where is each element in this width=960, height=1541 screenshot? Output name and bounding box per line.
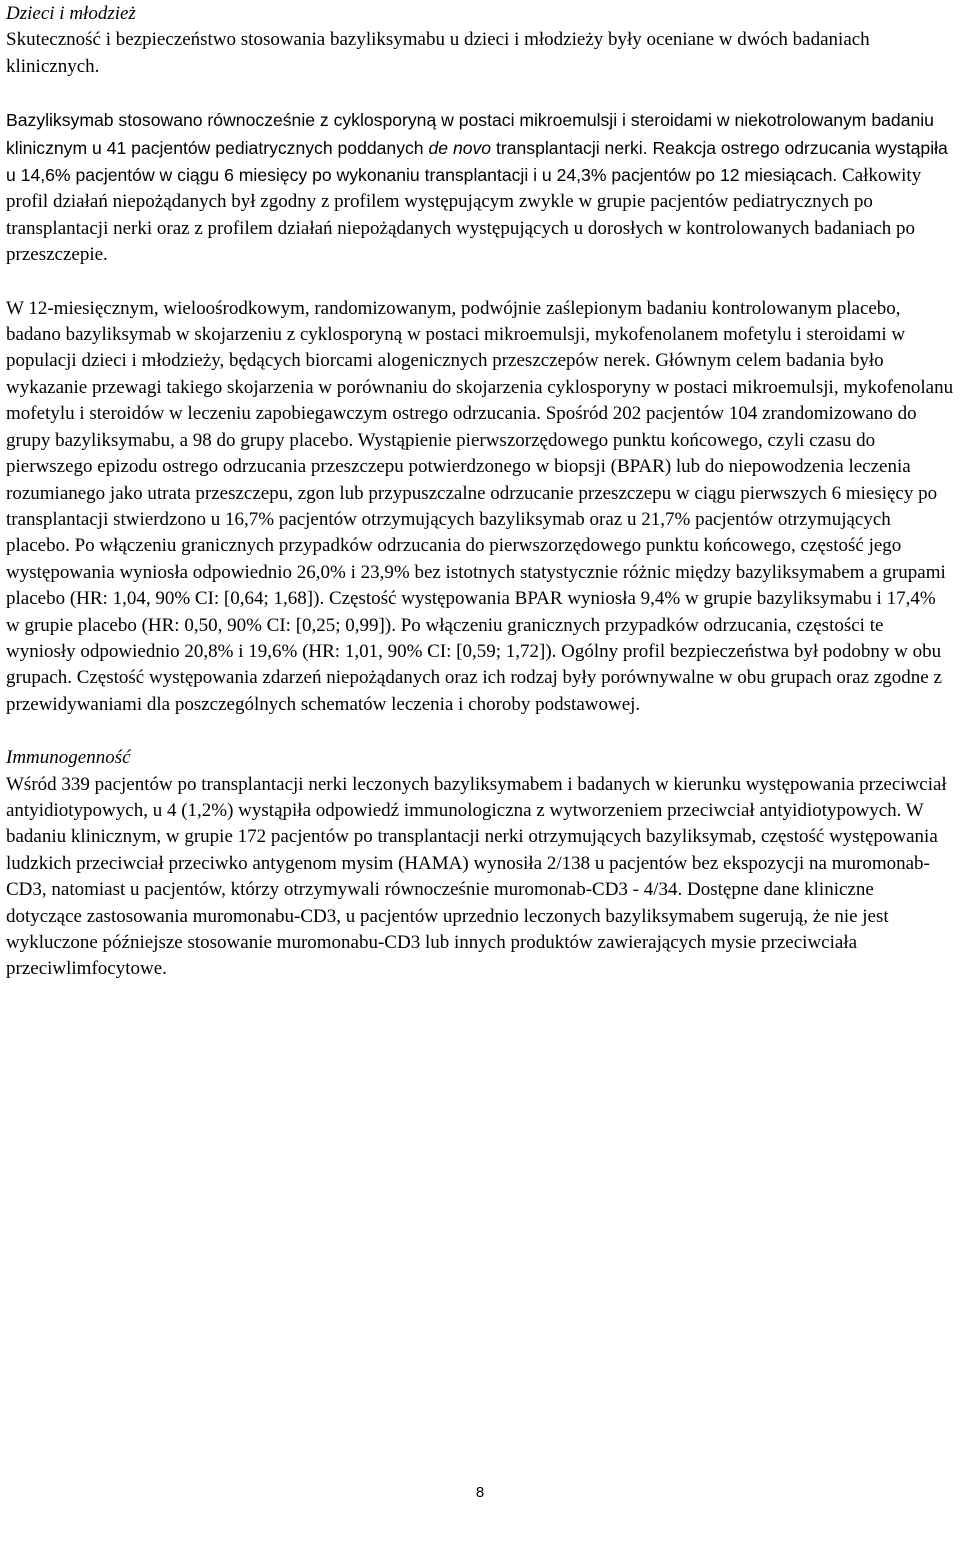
p1-text-c: Reakcja ostrego odrzucania wystąpiła u 14,6% pacjentów w ciągu 6 miesięcy po wykonaniu transplantacji i u 24,3% pacjentów po 12 miesiącach.	[6, 137, 948, 186]
section-heading-children: Dzieci i młodzież	[6, 3, 136, 24]
page-number: 8	[475, 1484, 485, 1501]
immunogenicity-paragraph: Wśród 339 pacjentów po transplantacji nerki leczonych bazyliksymabem i badanych w kierunku występowania przeciwciał antyidiotypowych, u 4 (1,2%) wystąpiła odpowiedź immunologiczna z wytworzeniem przeciwciał antyidiotypowych. W badaniu klinicznym, w grupie 172 pacjentów po transplantacji nerki otrzymujących bazyliksymab, częstość występowania ludzkich przeciwciał przeciwko antygenom mysim (HAMA) wynosiła 2/138 u pacjentów bez ekspozycji na muromonab-CD3, natomiast u pacjentów, którzy otrzymywali równocześnie muromonab-CD3 - 4/34. Dostępne dane kliniczne dotyczące zastosowania muromonabu-CD3, u pacjentów uprzednio leczonych bazyliksymabem sugerują, że nie jest wykluczone późniejsze stosowanie muromonabu-CD3 lub innych produktów zawierających mysie przeciwciała przeciwlimfocytowe.	[6, 773, 947, 980]
p1-text-b: transplantacji nerki.	[491, 137, 648, 158]
document-page	[6, 0, 954, 983]
children-uncontrolled-study-paragraph	[6, 107, 954, 268]
p1-de-novo: de novo	[428, 137, 492, 158]
p1-text-d: Całkowity profil działań niepożądanych był zgodny z profilem występującym zwykle w grupie pacjentów pediatrycznych po transplantacji nerki oraz z profilem działań niepożądanych występujących u dorosłych w kontrolowanych badaniach po przeszczepie.	[6, 165, 922, 266]
children-controlled-study-paragraph: W 12-miesięcznym, wieloośrodkowym, randomizowanym, podwójnie zaślepionym badaniu kontrolowanym placebo, badano bazyliksymab w skojarzeniu z cyklosporyną w postaci mikroemulsji, mykofenolanem mofetylu i steroidami w populacji dzieci i młodzieży, będących biorcami alogenicznych przeszczepów nerek. Głównym celem badania było wykazanie przewagi takiego skojarzenia w porównaniu do skojarzenia cyklosporyny w postaci mikroemulsji, mykofenolanu mofetylu i steroidów w leczeniu zapobiegawczym ostrego odrzucania. Spośród 202 pacjentów 104 zrandomizowano do grupy bazyliksymabu, a 98 do grupy placebo. Wystąpienie pierwszorzędowego punktu końcowego, czyli czasu do pierwszego epizodu ostrego odrzucania przeszczepu potwierdzonego w biopsji (BPAR) lub do niepowodzenia leczenia rozumianego jako utrata przeszczepu, zgon lub przypuszczalne odrzucanie przeszczepu w ciągu pierwszych 6 miesięcy po transplantacji stwierdzono u 16,7% pacjentów otrzymujących bazyliksymab oraz u 21,7% pacjentów otrzymujących placebo. Po włączeniu granicznych przypadków odrzucania do pierwszorzędowego punktu końcowego, częstość jego występowania wyniosła odpowiednio 26,0% i 23,9% bez istotnych statystycznie różnic między bazyliksymabem a grupami placebo (HR: 1,04, 90% CI: [0,64; 1,68]). Częstość występowania BPAR wyniosła 9,4% w grupie bazyliksymabu i 17,4% w grupie placebo (HR: 0,50, 90% CI: [0,25; 0,99]). Po włączeniu granicznych przypadków odrzucania, częstości te wyniosły odpowiednio 20,8% i 19,6% (HR: 1,01, 90% CI: [0,59; 1,72]). Ogólny profil bezpieczeństwa był podobny w obu grupach. Częstość występowania zdarzeń niepożądanych oraz ich rodzaj były porównywalne w obu grupach oraz zgodne z przewidywaniami dla poszczególnych schematów leczenia i choroby podstawowej.	[6, 297, 954, 715]
section-heading-immunogenicity: Immunogenność	[6, 747, 131, 769]
p1-text-a: Bazyliksymab stosowano równocześnie z cyklosporyną w postaci mikroemulsji i steroidami w niekotrolowanym badaniu klinicznym u 41 pacjentów pediatrycznych poddanych	[6, 110, 934, 158]
children-intro-paragraph: Skuteczność i bezpieczeństwo stosowania bazyliksymabu u dzieci i młodzieży były oceniane w dwóch badaniach klinicznych.	[6, 29, 870, 77]
